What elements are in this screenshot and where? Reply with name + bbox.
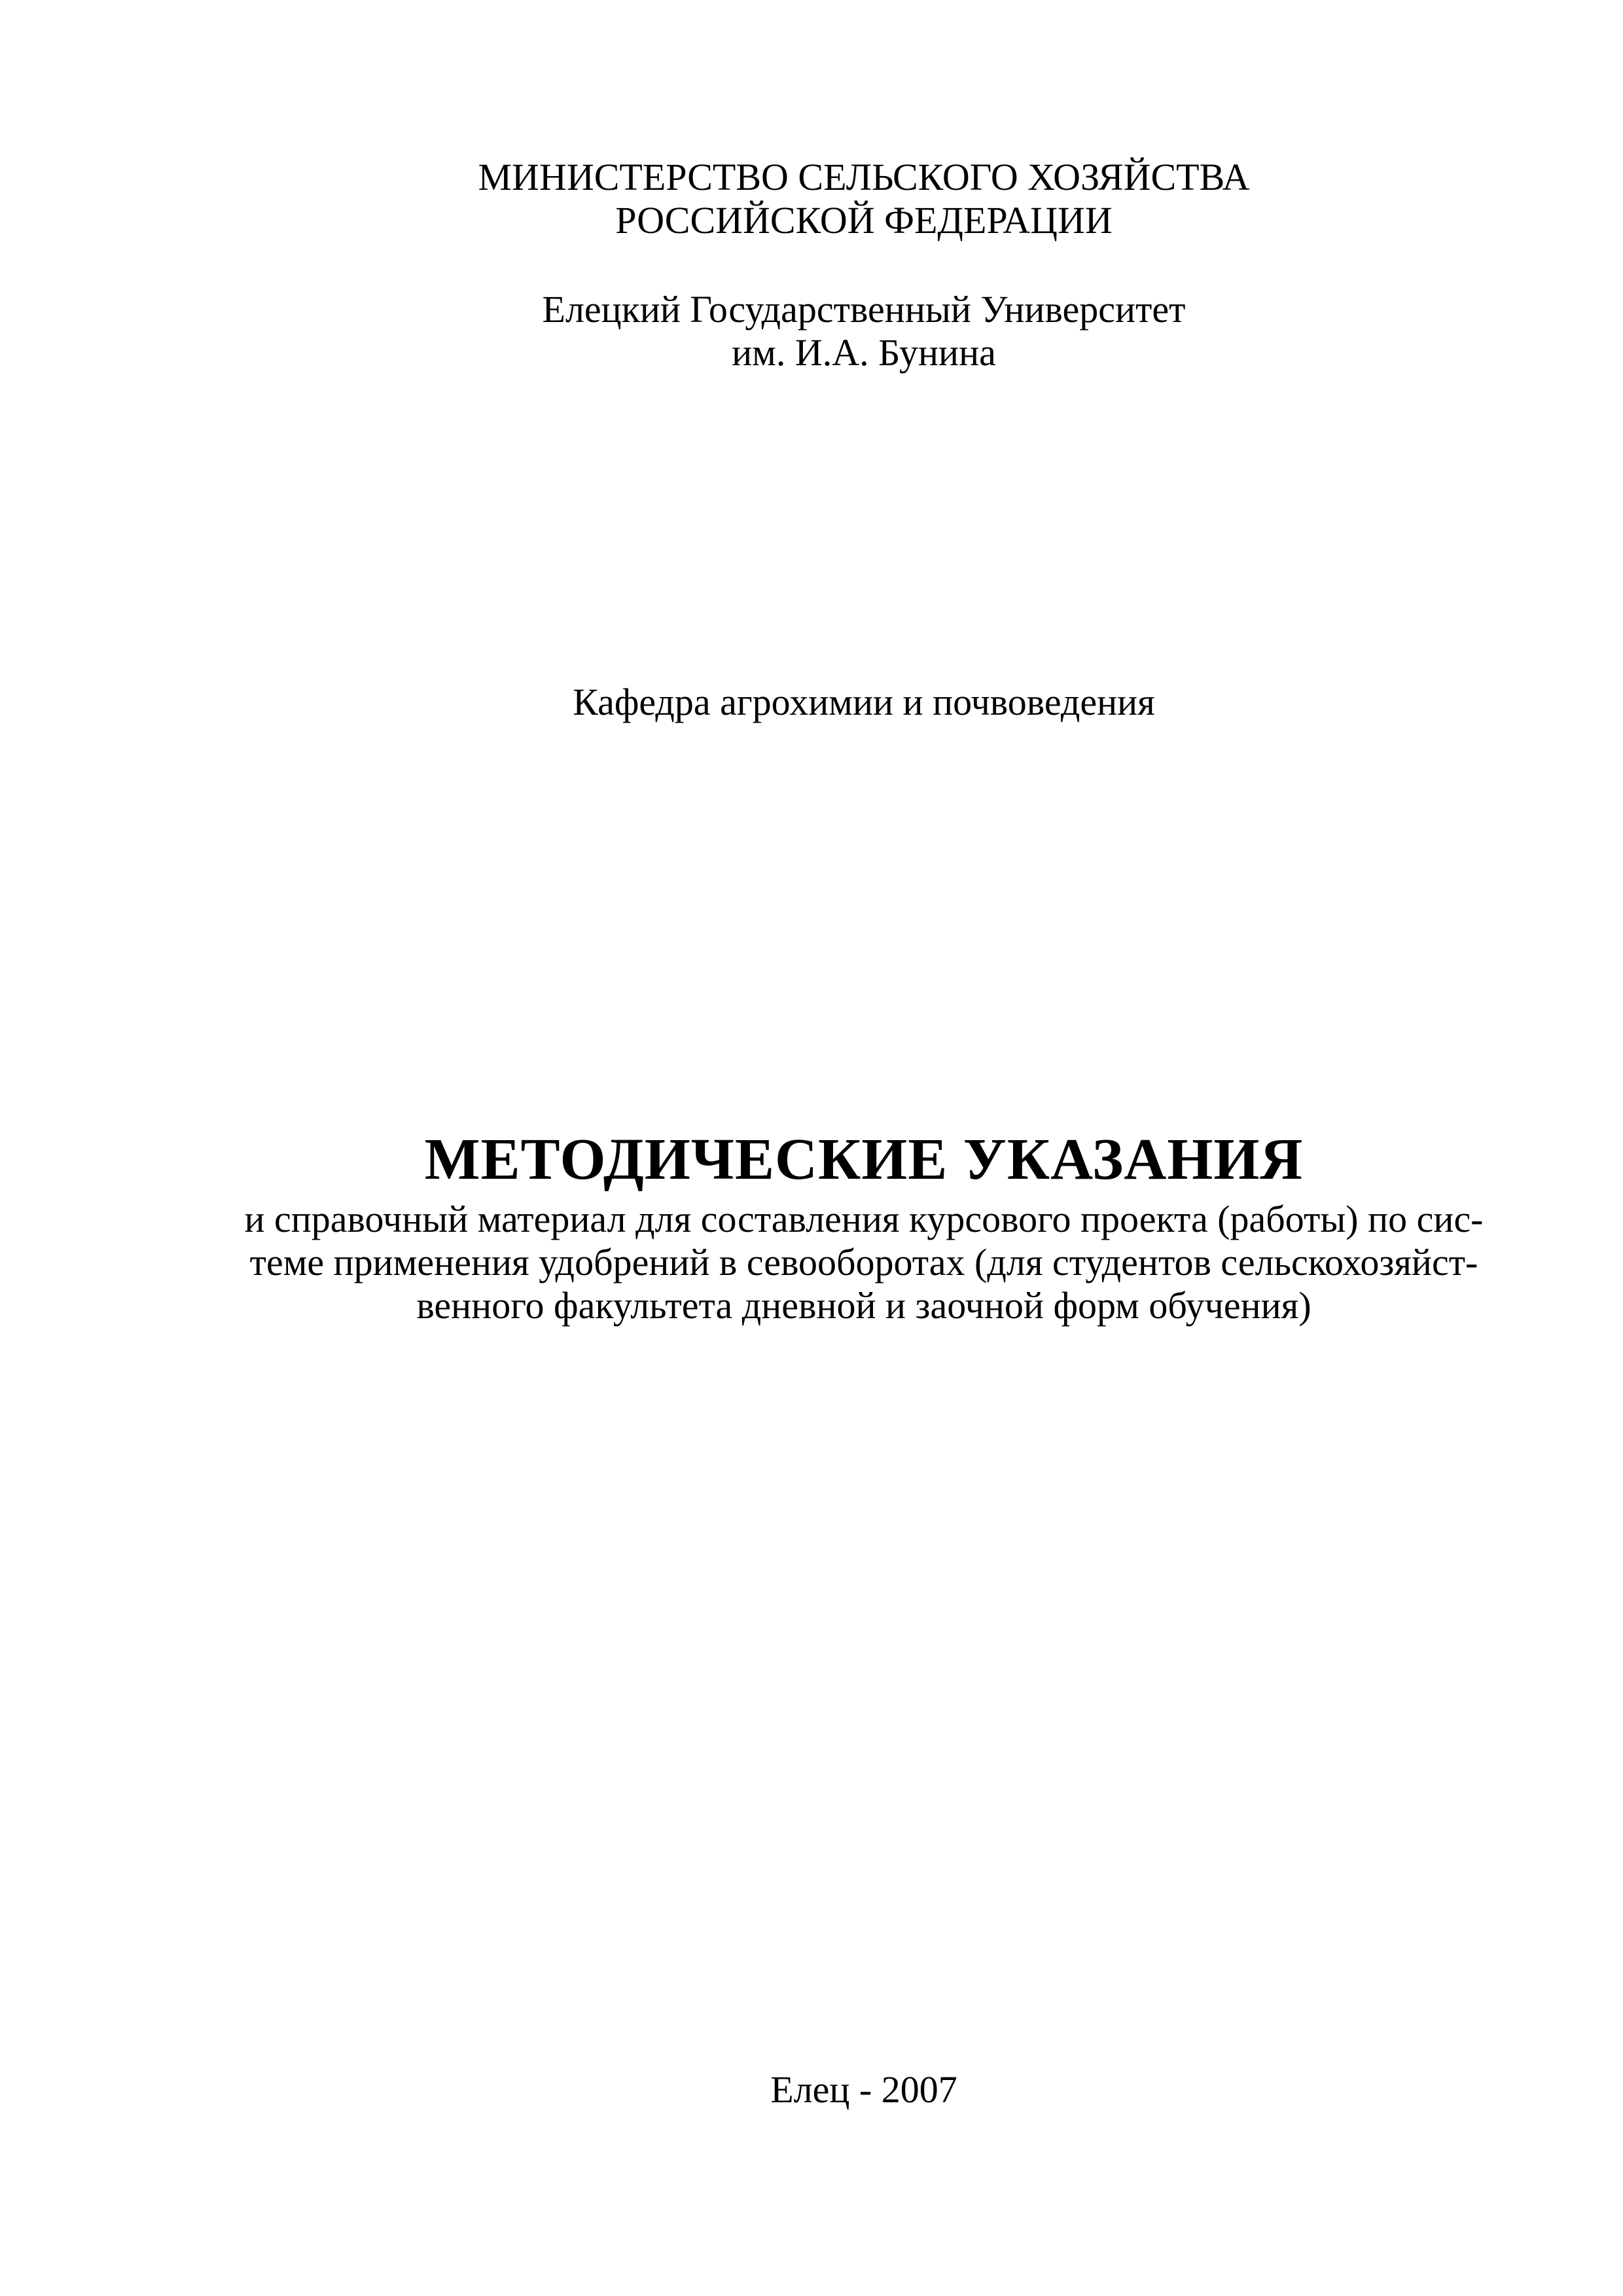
ministry-line-1: МИНИСТЕРСТВО СЕЛЬСКОГО ХОЗЯЙСТВА [478, 156, 1250, 198]
subtitle-line-3: венного факультета дневной и заочной форм обучения) [416, 1284, 1311, 1327]
city-year: Елец - 2007 [770, 2068, 957, 2111]
department-name: Кафедра агрохимии и почвоведения [573, 681, 1155, 723]
university-line-1: Елецкий Государственный Университет [542, 288, 1186, 331]
university-line-2: им. И.А. Бунина [732, 331, 996, 374]
document-title: МЕТОДИЧЕСКИЕ УКАЗАНИЯ [424, 1127, 1304, 1192]
subtitle-line-2: теме применения удобрений в севооборотах (для студентов сельскохозяйст- [249, 1241, 1478, 1283]
ministry-line-2: РОССИЙСКОЙ ФЕДЕРАЦИИ [615, 199, 1113, 242]
subtitle-line-1: и справочный материал для составления курсового проекта (работы) по сис- [244, 1198, 1484, 1240]
